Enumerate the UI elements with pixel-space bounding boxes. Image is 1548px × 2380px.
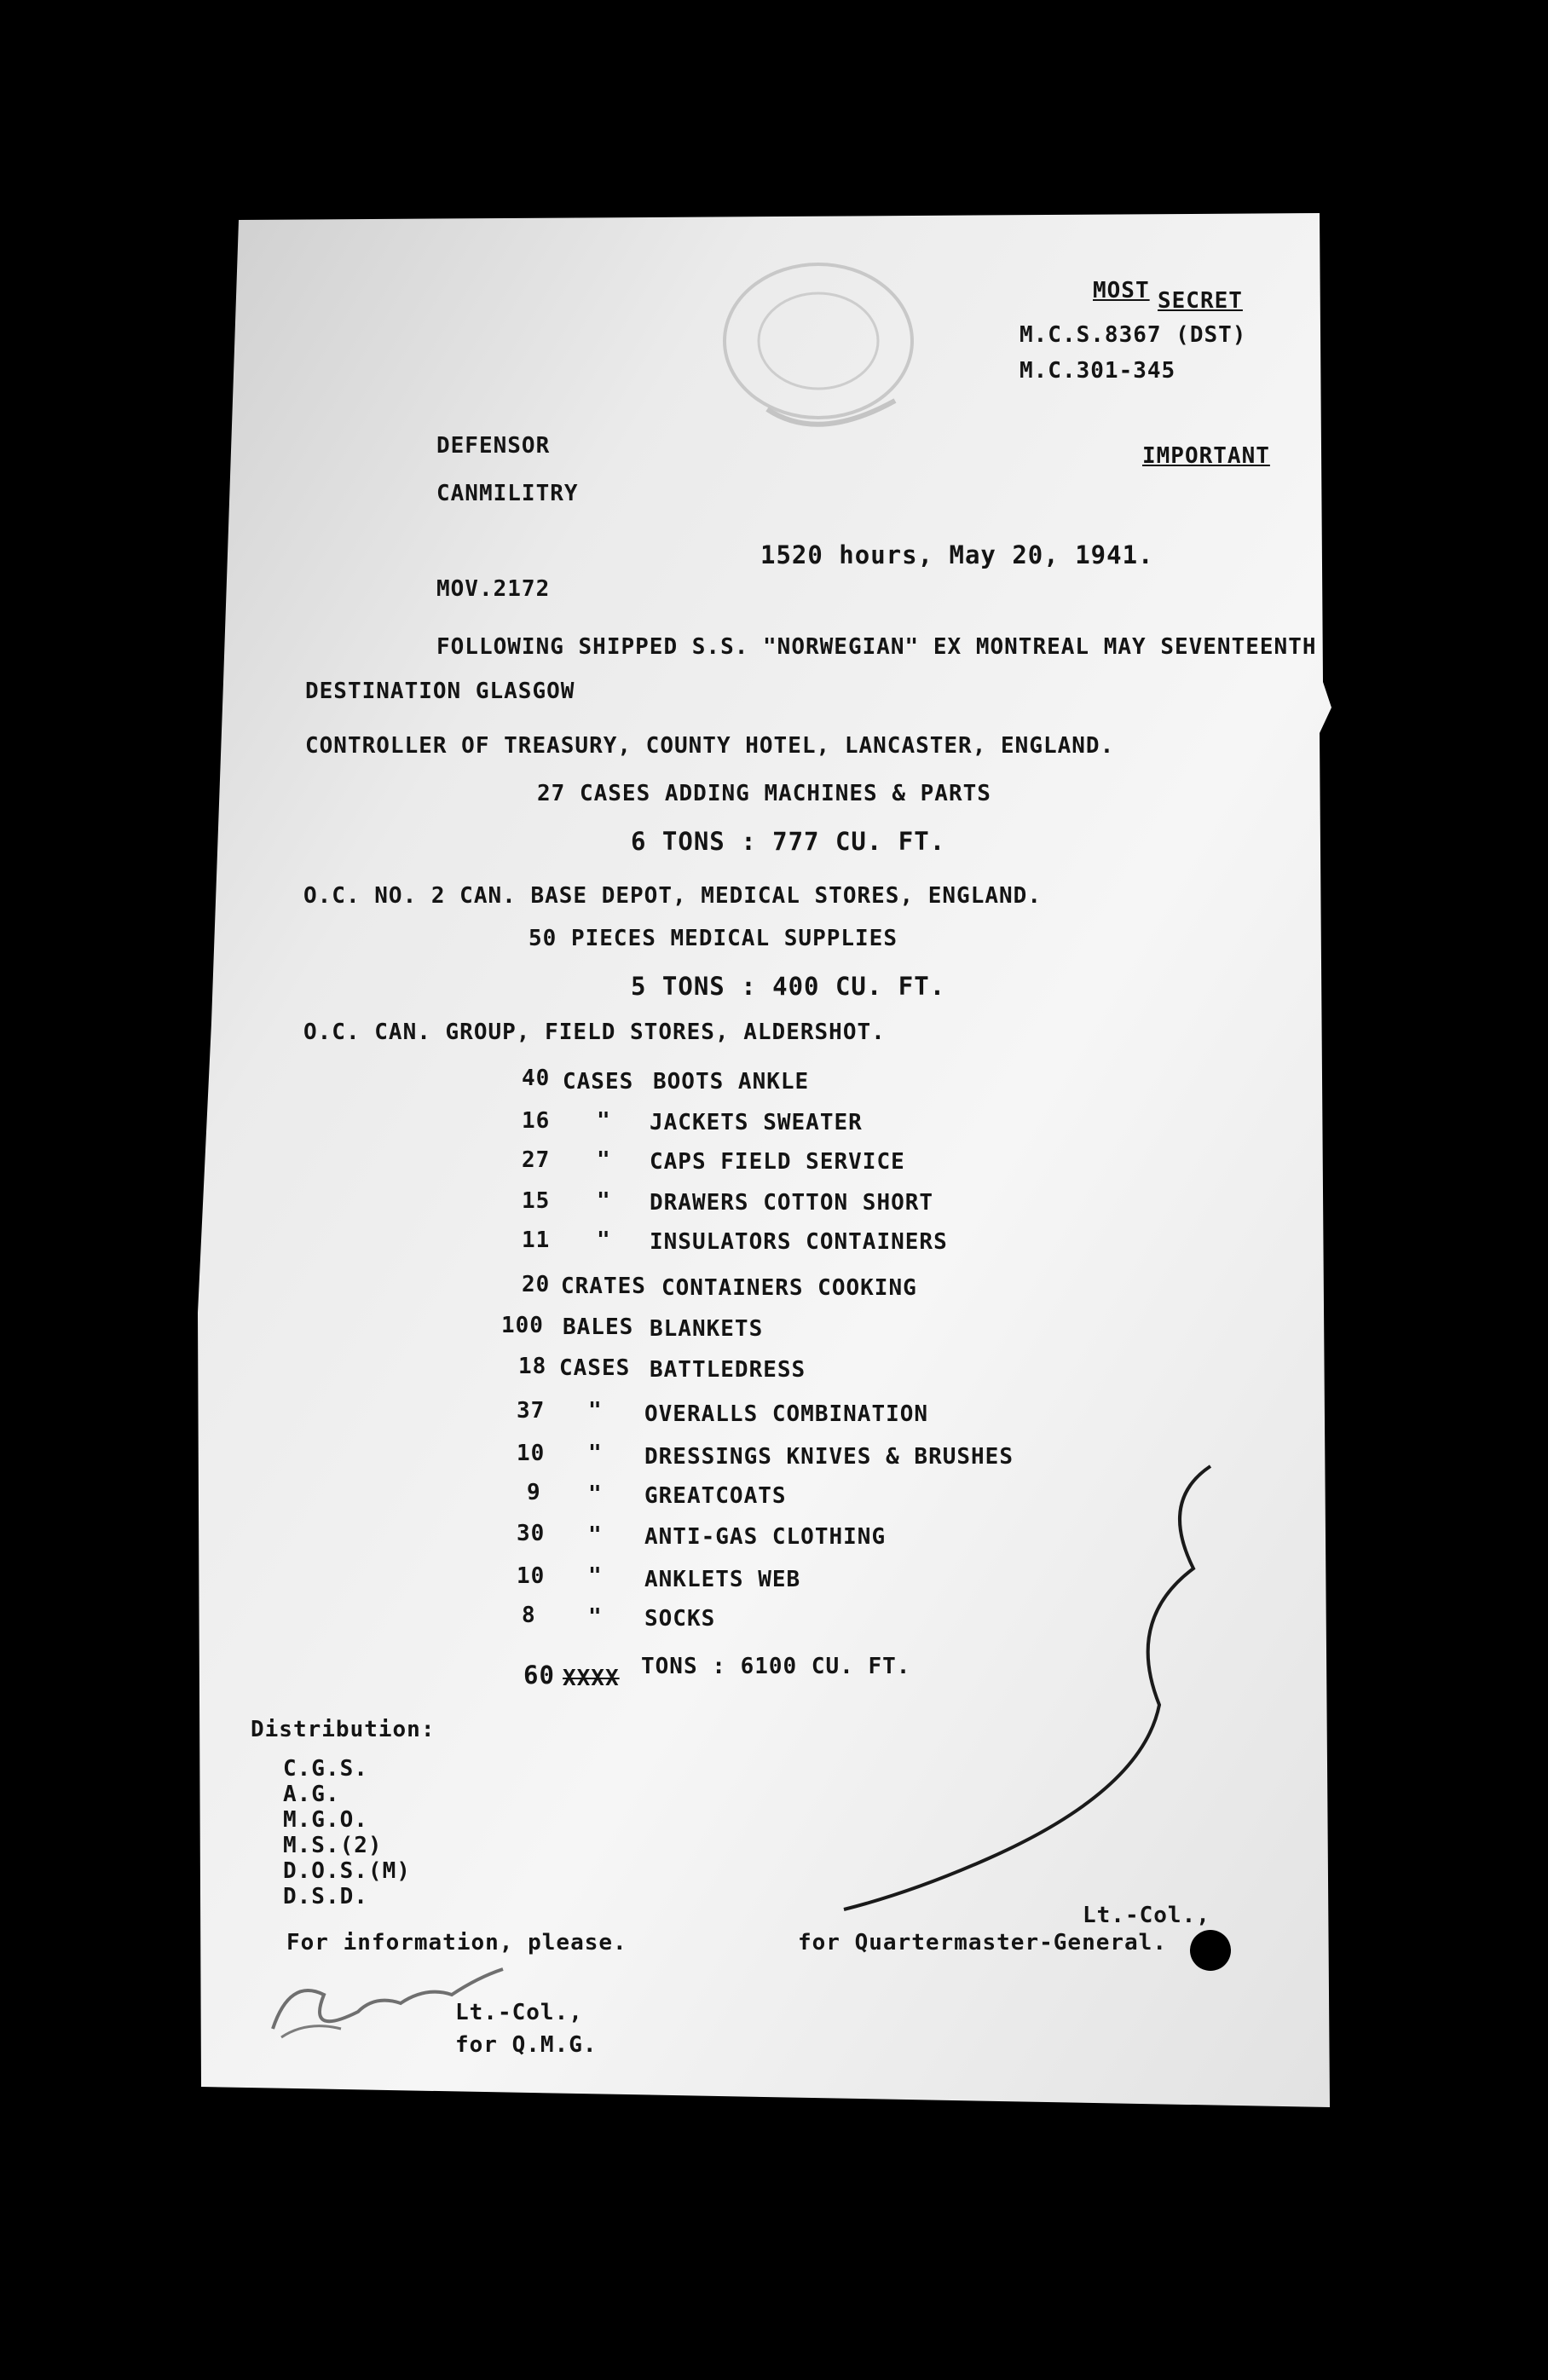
initial-stroke	[835, 1449, 1245, 1927]
message-number: MOV.2172	[436, 576, 551, 602]
list-item-unit: CRATES	[561, 1274, 646, 1299]
list-item-qty: 15	[522, 1188, 551, 1214]
list-item-desc: CONTAINERS COOKING	[661, 1275, 917, 1301]
list-item-qty: 8	[522, 1603, 536, 1628]
list-item-desc: ANKLETS WEB	[644, 1567, 801, 1592]
list-item-unit: "	[588, 1522, 603, 1548]
consignee-2: O.C. NO. 2 CAN. BASE DEPOT, MEDICAL STORES, ENGLAND.	[303, 883, 1042, 909]
consignment-item-2: 50 PIECES MEDICAL SUPPLIES	[529, 926, 898, 951]
consignee-3: O.C. CAN. GROUP, FIELD STORES, ALDERSHOT.	[303, 1020, 886, 1045]
list-item-desc: BLANKETS	[650, 1316, 764, 1342]
list-item-unit: "	[597, 1108, 611, 1134]
list-item-unit: CASES	[559, 1355, 631, 1381]
list-item: M.G.O.	[283, 1807, 368, 1833]
list-item-desc: OVERALLS COMBINATION	[644, 1401, 929, 1427]
list-item-desc: BATTLEDRESS	[650, 1357, 806, 1383]
footer-right-rank: Lt.-Col.,	[1083, 1903, 1210, 1928]
body-line-2: DESTINATION GLASGOW	[305, 679, 575, 704]
addressee: DEFENSOR	[436, 433, 551, 459]
consignment-total-1: 6 TONS : 777 CU. FT.	[631, 827, 946, 856]
list-item-unit: CASES	[563, 1069, 634, 1095]
list-item-unit: "	[588, 1441, 603, 1466]
list-item-desc: INSULATORS CONTAINERS	[650, 1229, 948, 1255]
signature	[256, 1944, 511, 2054]
list-item-unit: "	[588, 1563, 603, 1589]
list-item: D.O.S.(M)	[283, 1858, 411, 1884]
list-item: C.G.S.	[283, 1756, 368, 1782]
distribution-heading: Distribution:	[251, 1717, 436, 1742]
consignment-item-1: 27 CASES ADDING MACHINES & PARTS	[537, 781, 991, 806]
list-item-qty: 10	[517, 1563, 546, 1589]
list-item-qty: 18	[518, 1354, 547, 1379]
list-item: M.S.(2)	[283, 1833, 383, 1858]
list-item-qty: 40	[522, 1066, 551, 1091]
body-line-1: FOLLOWING SHIPPED S.S. "NORWEGIAN" EX MONTREAL MAY SEVENTEENTH	[436, 634, 1317, 660]
reference-number-2: M.C.301-345	[1019, 358, 1176, 384]
footer-left-rank: Lt.-Col.,	[455, 2000, 583, 2025]
list-item: D.S.D.	[283, 1884, 368, 1909]
list-item-qty: 9	[527, 1480, 541, 1505]
footer-note: For information, please.	[286, 1930, 627, 1955]
reference-number-1: M.C.S.8367 (DST)	[1019, 322, 1247, 348]
list-item-desc: SOCKS	[644, 1606, 716, 1632]
list-item-qty: 27	[522, 1147, 551, 1173]
list-item-desc: JACKETS SWEATER	[650, 1110, 863, 1135]
list-item-qty: 100	[501, 1313, 544, 1338]
list-item-desc: GREATCOATS	[644, 1483, 787, 1509]
classification-secret: SECRET	[1158, 288, 1243, 314]
list-item-desc: DRAWERS COTTON SHORT	[650, 1190, 934, 1216]
sender: CANMILITRY	[436, 481, 579, 506]
list-item-desc: BOOTS ANKLE	[653, 1069, 810, 1095]
list-item-qty: 10	[517, 1441, 546, 1466]
list-item-desc: CAPS FIELD SERVICE	[650, 1149, 905, 1175]
footer-right-for: for Quartermaster-General.	[798, 1930, 1167, 1955]
list-item-unit: "	[588, 1398, 603, 1424]
list-item-qty: 20	[522, 1272, 551, 1297]
consignment-total-2: 5 TONS : 400 CU. FT.	[631, 972, 946, 1001]
consignment-total-3-tons: 60	[523, 1661, 555, 1690]
list-item-qty: 30	[517, 1521, 546, 1546]
seal-stamp	[699, 247, 955, 452]
struck-out-text: XXXX	[563, 1666, 620, 1691]
punch-hole	[1190, 1930, 1231, 1971]
list-item-qty: 37	[517, 1398, 546, 1424]
date-time: 1520 hours, May 20, 1941.	[760, 540, 1154, 569]
list-item-unit: "	[597, 1147, 611, 1173]
list-item-desc: DRESSINGS KNIVES & BRUSHES	[644, 1444, 1014, 1470]
list-item-unit: "	[597, 1188, 611, 1214]
list-item-unit: "	[588, 1604, 603, 1630]
list-item-qty: 16	[522, 1108, 551, 1134]
consignee-1: CONTROLLER OF TREASURY, COUNTY HOTEL, LANCASTER, ENGLAND.	[305, 733, 1115, 759]
list-item-unit: "	[588, 1482, 603, 1507]
list-item: A.G.	[283, 1782, 340, 1807]
footer-left-for: for Q.M.G.	[455, 2032, 598, 2058]
list-item-desc: ANTI-GAS CLOTHING	[644, 1524, 887, 1550]
consignment-total-3: TONS : 6100 CU. FT.	[641, 1654, 911, 1679]
classification-most: MOST	[1093, 278, 1150, 303]
priority-label: IMPORTANT	[1142, 443, 1270, 469]
list-item-unit: "	[597, 1228, 611, 1253]
list-item-qty: 11	[522, 1228, 551, 1253]
list-item-unit: BALES	[563, 1314, 634, 1340]
